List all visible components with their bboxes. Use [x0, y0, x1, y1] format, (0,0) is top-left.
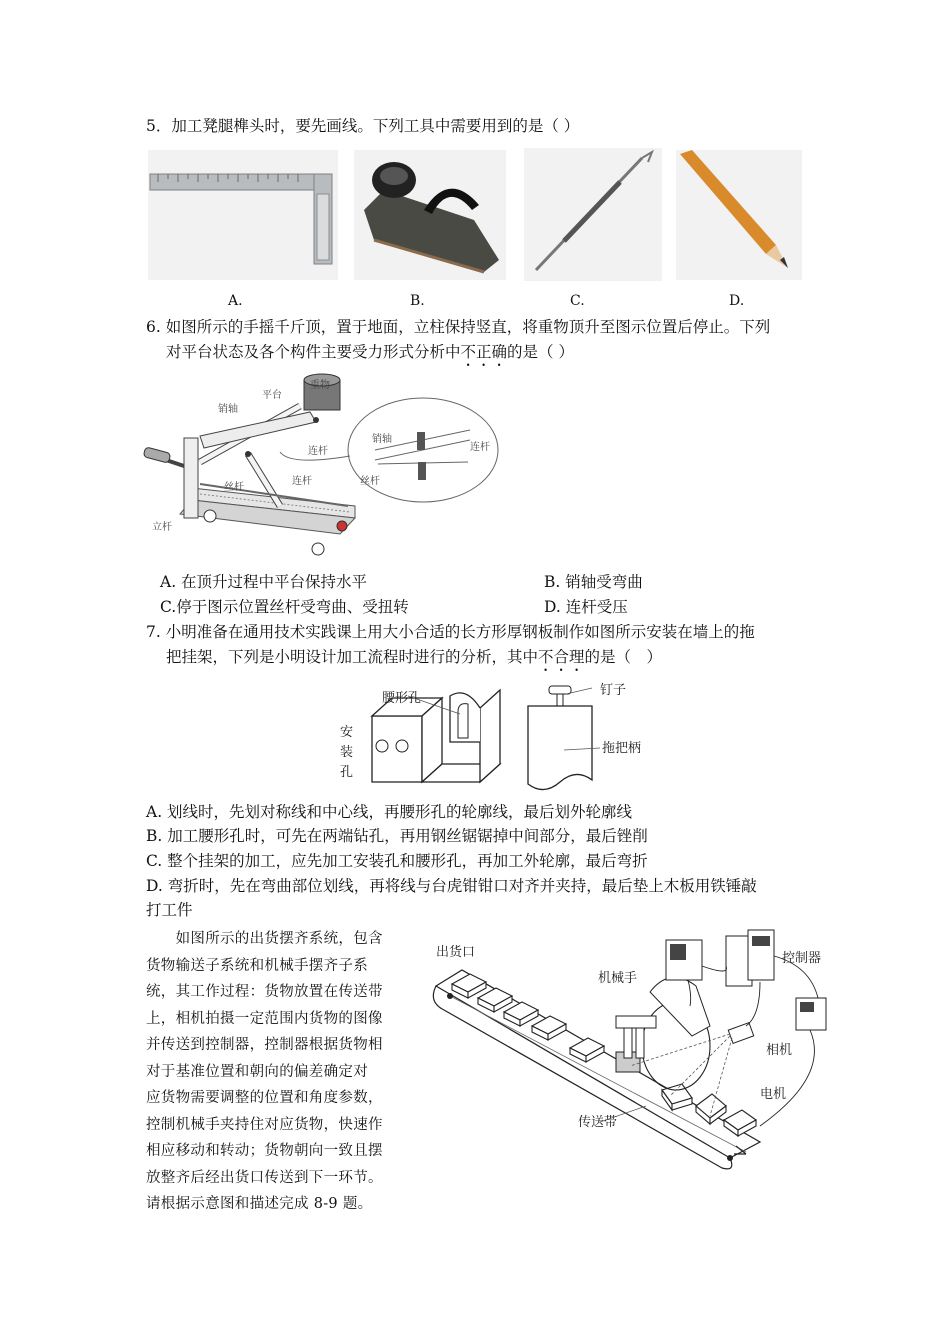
label-pingtai: 平台	[262, 390, 282, 401]
passage-line: 上，相机拍摄一定范围内货物的图像	[146, 1010, 383, 1027]
label-lianggan-1: 连杆	[308, 446, 328, 457]
q6-emphasis: 不正确	[460, 343, 508, 361]
passage-8-9	[146, 926, 383, 1218]
passage-line: 并传送到控制器，控制器根据货物相	[146, 1037, 383, 1053]
label-dianji: 电机	[760, 1087, 787, 1102]
q7-emphasis: 不合理	[538, 648, 585, 666]
passage-line: 放整齐后经出货口传送到下一环节。	[146, 1169, 383, 1186]
label-zoom-lianggan: 连杆	[470, 442, 490, 453]
label-xiaozhou: 销轴	[218, 404, 238, 415]
photo-pencil	[676, 150, 802, 280]
label-zhongwu: 重物	[310, 380, 330, 391]
q6-option-d: D. 连杆受压	[544, 598, 628, 616]
label-kong: 孔	[340, 765, 354, 780]
passage-line: 控制机械手夹持住对应货物，快速作	[146, 1116, 383, 1133]
label-zoom-xiaozhou: 销轴	[372, 434, 392, 445]
label-lianggan-2: 连杆	[292, 476, 312, 487]
passage-line: 应货物需要调整的位置和角度参数，	[146, 1090, 383, 1106]
q7-stem-line2: 把挂架，下列是小明设计加工流程时进行的分析，其中不合理的是（ ）	[166, 648, 663, 666]
q5-option-c: C.	[570, 293, 585, 309]
label-yaoxingkong: 腰形孔	[382, 691, 422, 706]
conveyor-system-diagram	[430, 926, 850, 1176]
q5-option-b: B.	[410, 293, 425, 309]
passage-line: 相应移动和转动；货物朝向一致且摆	[146, 1143, 383, 1159]
q6-option-a: A. 在顶升过程中平台保持水平	[160, 573, 368, 591]
label-tuobabing: 拖把柄	[602, 741, 642, 756]
label-an: 安	[340, 725, 354, 740]
passage-line: 如图所示的出货摆齐系统，包含	[146, 931, 383, 947]
label-chuansongdai: 传送带	[578, 1115, 618, 1130]
q5-option-d: D.	[729, 293, 745, 309]
passage-line: 请根据示意图和描述完成 8-9 题。	[146, 1196, 373, 1212]
label-ligan: 立杆	[152, 522, 172, 533]
label-chuhuokou: 出货口	[436, 945, 476, 960]
q7-option-b: B. 加工腰形孔时，可先在两端钻孔，再用钢丝锯锯掉中间部分，最后锉削	[146, 827, 648, 845]
q7-stem-line1: 7. 小明准备在通用技术实践课上用大小合适的长方形厚钢板制作如图所示安装在墙上的拖	[146, 623, 755, 641]
label-zoom-sigan: 丝杆	[360, 476, 380, 487]
label-kongzhiqi: 控制器	[782, 951, 822, 966]
q6-option-c: C.停于图示位置丝杆受弯曲、受扭转	[160, 598, 409, 616]
photo-scriber	[524, 148, 662, 281]
passage-line: 货物输送子系统和机械手摆齐子系	[146, 957, 368, 974]
label-dingzi: 钉子	[600, 683, 627, 698]
q5-stem: 5．加工凳腿榫头时，要先画线。下列工具中需要用到的是（ ）	[146, 117, 580, 135]
mop-holder-diagram	[330, 672, 660, 802]
q7-option-a: A. 划线时，先划对称线和中心线，再腰形孔的轮廓线，最后划外轮廓线	[146, 803, 633, 821]
passage-line: 统，其工作过程：货物放置在传送带	[146, 984, 383, 1000]
passage-line: 对于基准位置和朝向的偏差确定对	[146, 1063, 368, 1080]
label-zhuang: 装	[340, 745, 354, 760]
label-jixieshou: 机械手	[598, 971, 638, 986]
q7-option-d-line2: 打工件	[146, 901, 193, 919]
label-xiangji: 相机	[766, 1043, 793, 1058]
photo-steel-square	[148, 150, 338, 280]
q7-option-c: C. 整个挂架的加工，应先加工安装孔和腰形孔，再加工外轮廓，最后弯折	[146, 852, 648, 870]
q6-option-b: B. 销轴受弯曲	[544, 573, 643, 591]
q6-stem-line2: 对平台状态及各个构件主要受力形式分析中不正确的是（ ）	[166, 343, 574, 361]
label-sigan: 丝杆	[224, 482, 244, 493]
jack-diagram	[140, 366, 500, 566]
photo-hand-plane	[354, 150, 506, 280]
q7-option-d-line1: D. 弯折时，先在弯曲部位划线，再将线与台虎钳钳口对齐并夹持，最后垫上木板用铁锤敲	[146, 877, 757, 895]
q5-option-a: A.	[228, 293, 243, 309]
q6-stem-line1: 6. 如图所示的手摇千斤顶，置于地面，立柱保持竖直，将重物顶升至图示位置后停止。下列	[146, 318, 771, 336]
